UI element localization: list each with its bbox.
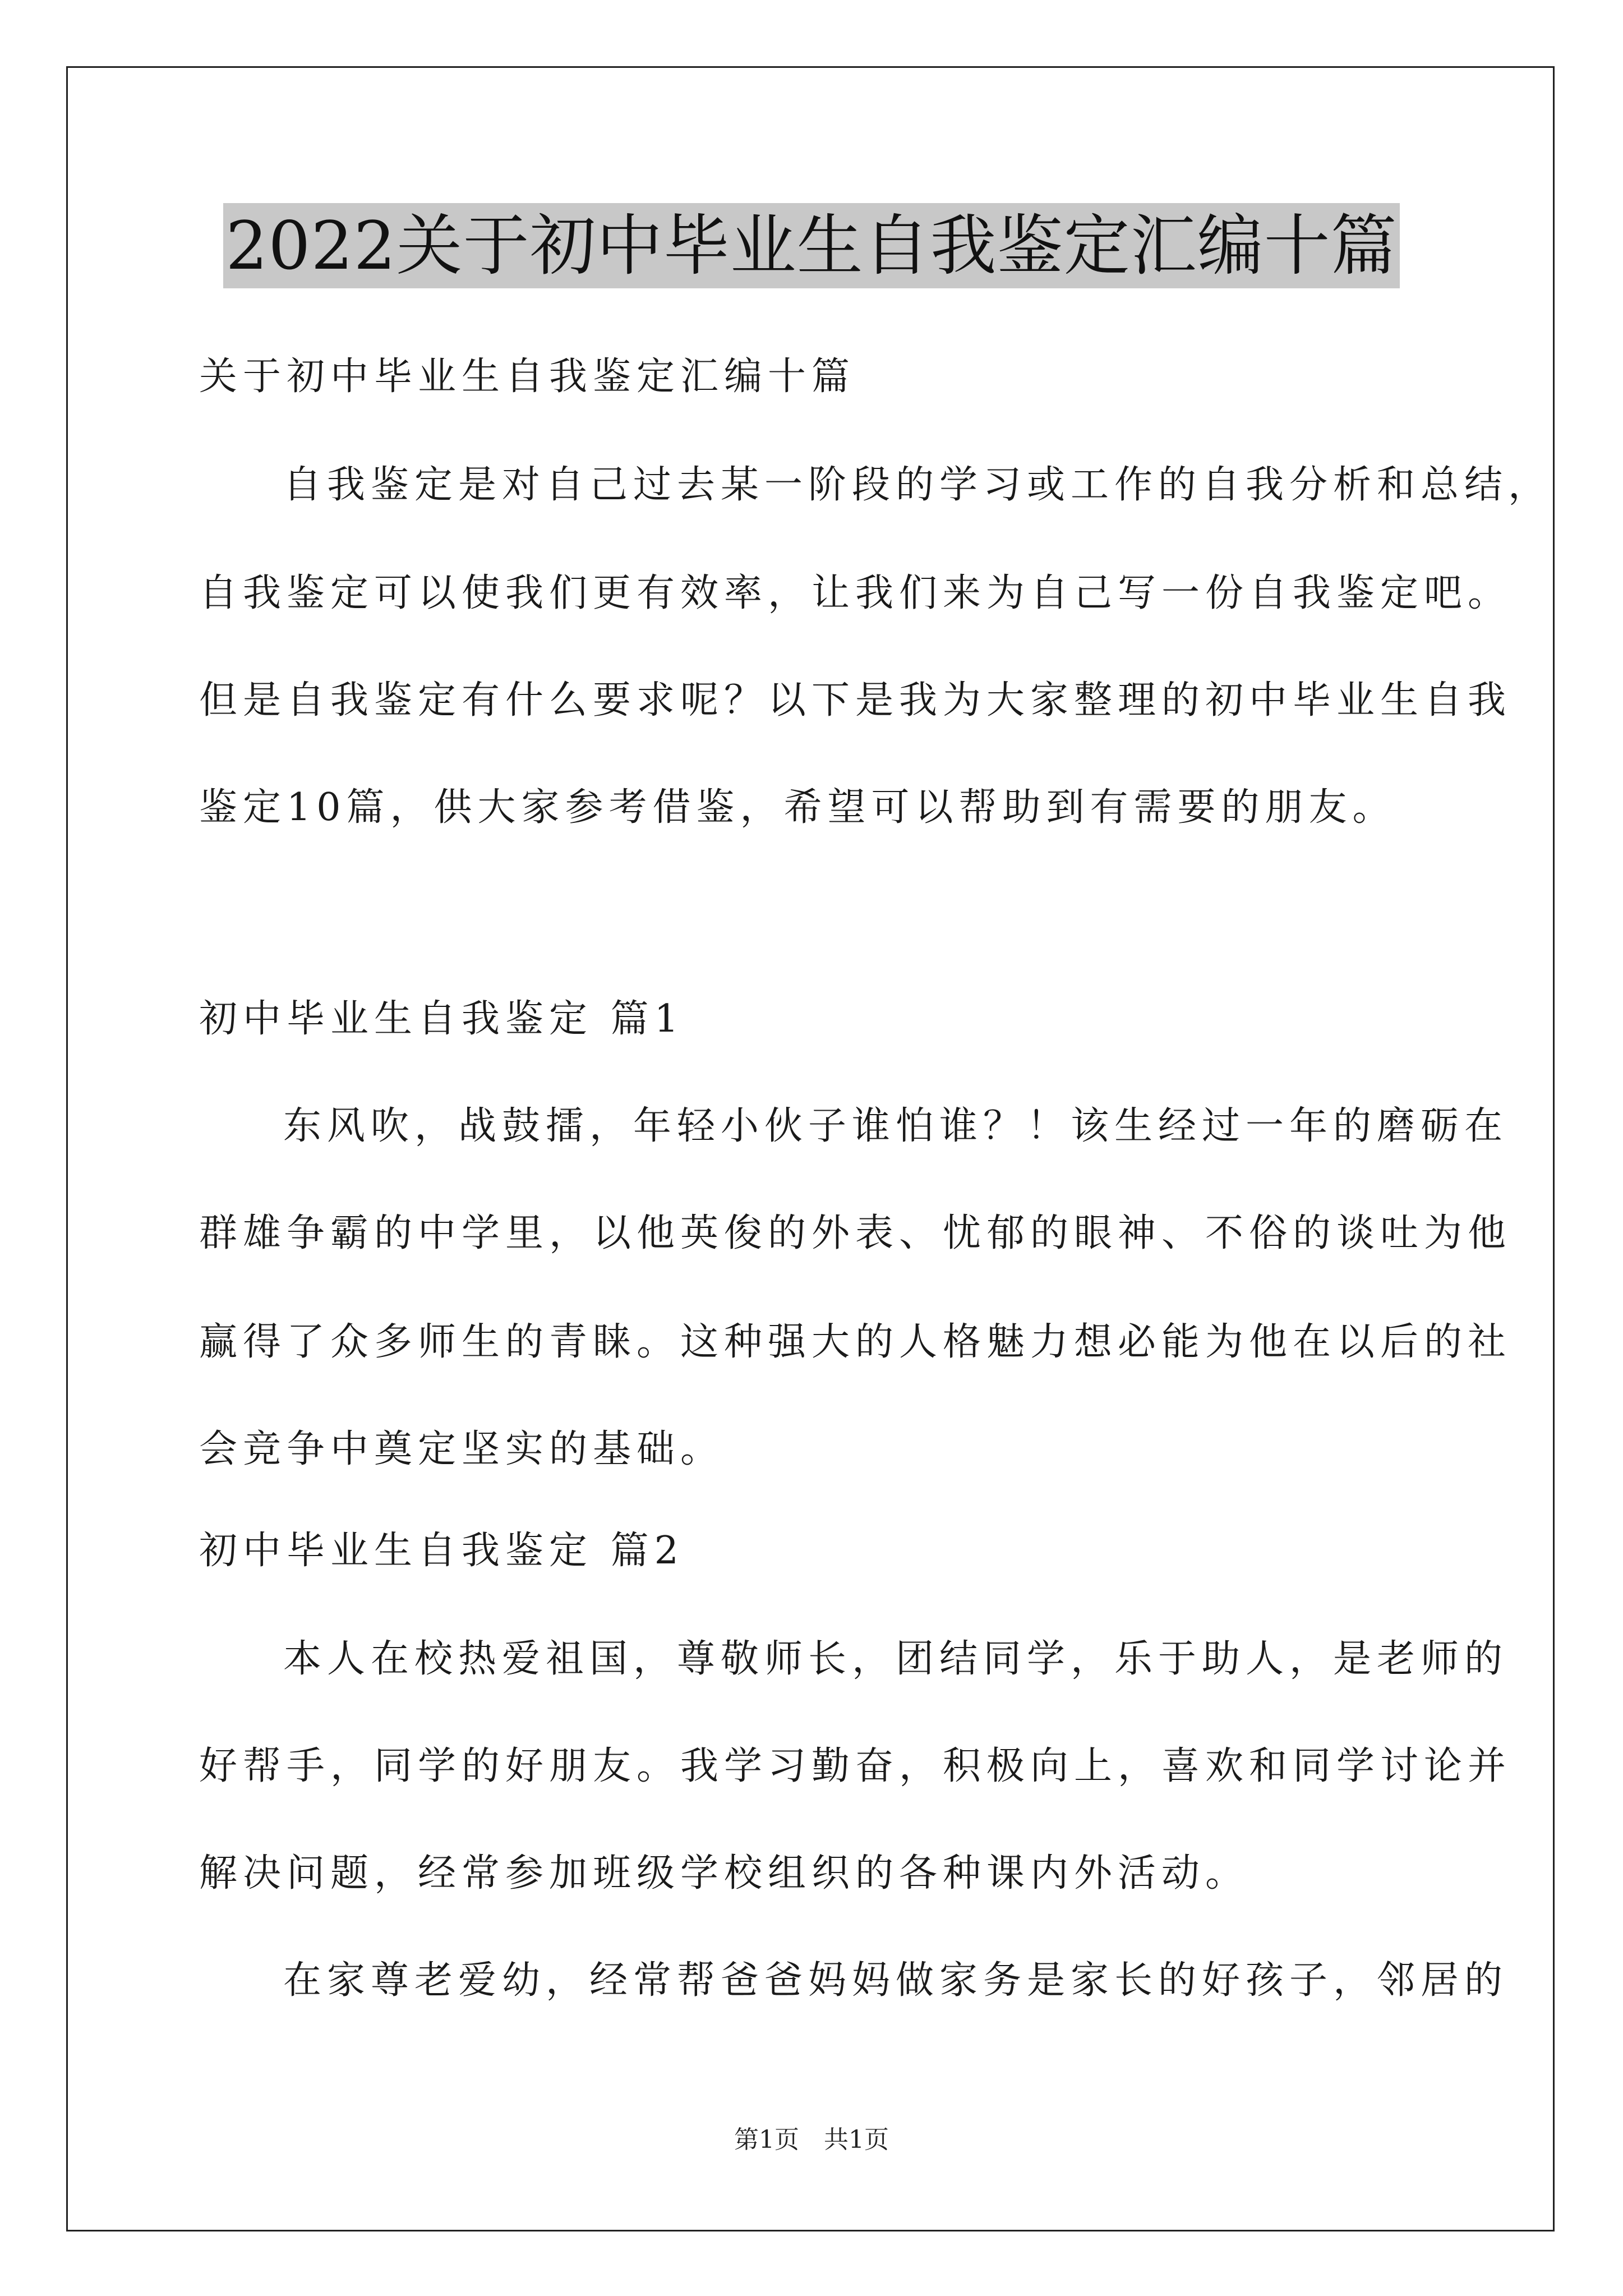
section-2-line-1: 本人在校热爱祖国，尊敬师长，团结同学，乐于助人，是老师的 xyxy=(283,1637,1509,1681)
document-title: 2022关于初中毕业生自我鉴定汇编十篇 xyxy=(223,203,1399,288)
section-1-heading: 初中毕业生自我鉴定 篇1 xyxy=(199,997,684,1041)
intro-line-1: 自我鉴定是对自己过去某一阶段的学习或工作的自我分析和总结， xyxy=(283,463,1552,507)
document-subtitle: 关于初中毕业生自我鉴定汇编十篇 xyxy=(199,355,856,399)
title-container xyxy=(0,203,1623,288)
section-2-heading: 初中毕业生自我鉴定 篇2 xyxy=(199,1529,684,1573)
section-1-line-1: 东风吹，战鼓擂，年轻小伙子谁怕谁？！该生经过一年的磨砺在 xyxy=(283,1104,1509,1148)
section-1-line-2: 群雄争霸的中学里，以他英俊的外表、忧郁的眼神、不俗的谈吐为他 xyxy=(199,1211,1512,1255)
section-2-line-3: 解决问题，经常参加班级学校组织的各种课内外活动。 xyxy=(199,1851,1249,1895)
intro-line-4: 鉴定10篇，供大家参考借鉴，希望可以帮助到有需要的朋友。 xyxy=(199,785,1396,830)
section-2-line-4: 在家尊老爱幼，经常帮爸爸妈妈做家务是家长的好孩子，邻居的 xyxy=(283,1958,1509,2003)
section-2-line-2: 好帮手，同学的好朋友。我学习勤奋，积极向上，喜欢和同学讨论并 xyxy=(199,1744,1512,1788)
section-1-line-3: 赢得了众多师生的青睐。这种强大的人格魅力想必能为他在以后的社 xyxy=(199,1320,1512,1364)
intro-line-3: 但是自我鉴定有什么要求呢？以下是我为大家整理的初中毕业生自我 xyxy=(199,678,1512,723)
page-footer: 第1页 共1页 xyxy=(734,2125,889,2154)
section-1-line-4: 会竞争中奠定坚实的基础。 xyxy=(199,1427,725,1471)
intro-line-2: 自我鉴定可以使我们更有效率，让我们来为自己写一份自我鉴定吧。 xyxy=(199,571,1512,615)
